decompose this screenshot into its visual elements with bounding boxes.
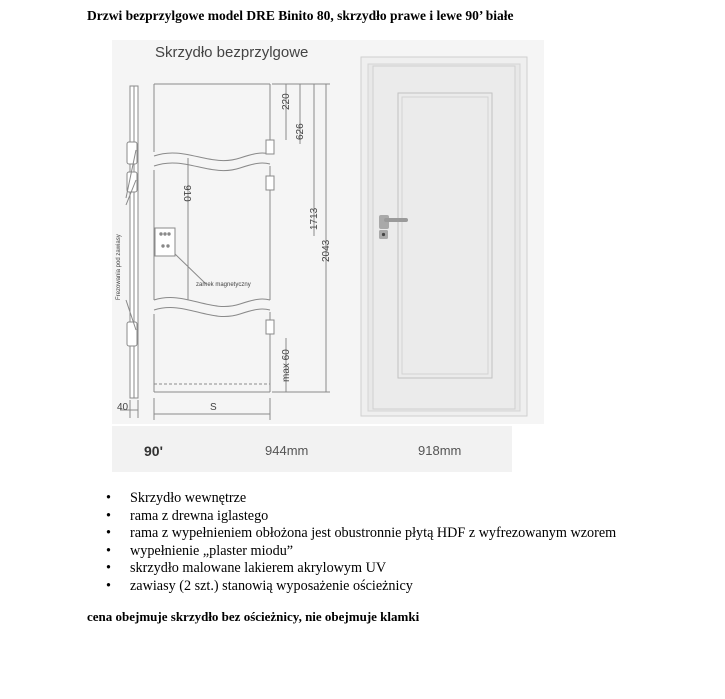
- dimension-1713: 1713: [309, 207, 320, 230]
- spec-width-total: 944mm: [265, 443, 309, 458]
- dimension-max60: max 60: [281, 349, 292, 382]
- list-item: • Skrzydło wewnętrze: [88, 490, 616, 508]
- dimension-40: 40: [117, 402, 129, 413]
- list-item: • rama z drewna iglastego: [88, 508, 616, 526]
- hinge-label: Frezowania pod zawiasy: [116, 234, 122, 300]
- dimension-220: 220: [281, 93, 292, 110]
- dimension-626: 626: [295, 123, 306, 140]
- dimension-910: 910: [181, 185, 192, 202]
- list-item: • zawiasy (2 szt.) stanowią wyposażenie ościeżnicy: [88, 578, 616, 596]
- lock-label: zamek magnetyczny: [196, 282, 251, 288]
- dimension-2043: 2043: [321, 239, 332, 262]
- price-note: cena obejmuje skrzydło bez ościeżnicy, nie obejmuje klamki: [87, 609, 420, 624]
- dimension-s: S: [210, 402, 217, 413]
- features-list: [88, 490, 616, 596]
- spec-width-leaf: 918mm: [418, 443, 462, 458]
- document-title: Drzwi bezprzylgowe model DRE Binito 80, skrzydło prawe i lewe 90’ białe: [87, 8, 514, 23]
- list-item: • rama z wypełnieniem obłożona jest obustronnie płytą HDF z wyfrezowanym wzorem: [88, 525, 616, 543]
- spec-angle: 90': [144, 443, 163, 459]
- list-item: • wypełnienie „plaster miodu”: [88, 543, 616, 561]
- door-technical-figure: [112, 40, 544, 424]
- list-item: • skrzydło malowane lakierem akrylowym UV: [88, 560, 616, 578]
- figure-heading: Skrzydło bezprzylgowe: [155, 44, 309, 61]
